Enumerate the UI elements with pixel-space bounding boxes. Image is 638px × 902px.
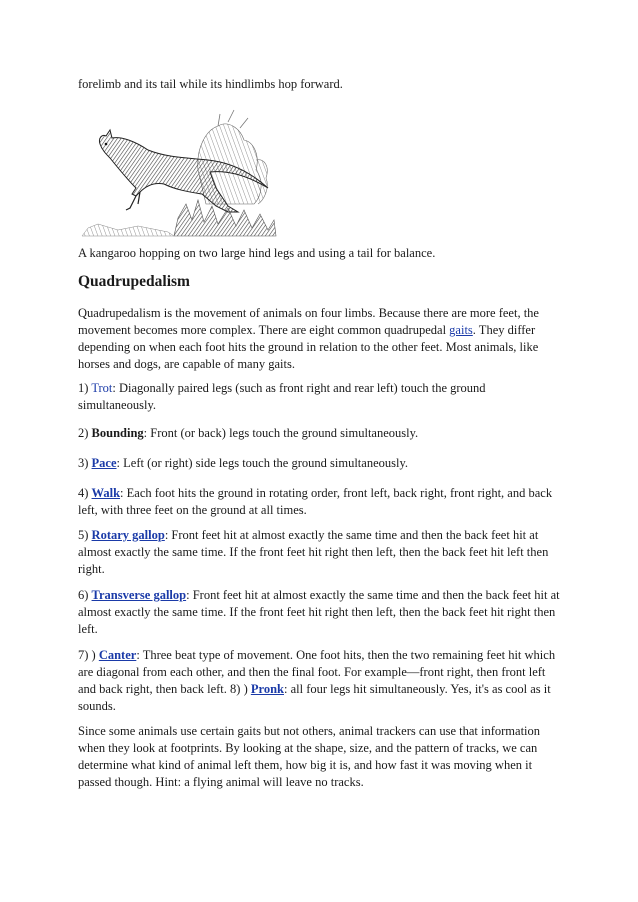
gait-pace: 3) Pace: Left (or right) side legs touch the ground simultaneously. xyxy=(78,456,409,470)
gait-walk: 4) Walk: Each foot hits the ground in rotating order, front left, back right, front right, and back left, with three feet on the ground at all times. xyxy=(78,486,553,517)
pace-link[interactable]: Pace xyxy=(91,456,117,470)
kangaroo-illustration xyxy=(78,100,278,240)
canter-link[interactable]: Canter xyxy=(98,648,137,662)
gaits-link[interactable]: gaits xyxy=(449,323,473,337)
gait-canter-pronk: 7) ) Canter: Three beat type of movement. One foot hits, then the two remaining feet hit which are diagonal from each other, and then the final foot. For example—front right, then front left and back right, then back left. 8) ) Pronk: all four legs hit simultaneously. Yes, it's as cool as it sounds. xyxy=(78,648,556,713)
transverse-gallop-link[interactable]: Transverse gallop xyxy=(91,588,187,602)
walk-link[interactable]: Walk xyxy=(91,486,121,500)
gait-transverse-gallop: 6) Transverse gallop: Front feet hit at almost exactly the same time and then the back feet hit at almost exactly the same time. If the front feet hit right then left, then the back feet hit right then left. xyxy=(78,588,560,636)
pronk-link[interactable]: Pronk xyxy=(250,682,284,696)
gait-trot: 1) Trot: Diagonally paired legs (such as front right and rear left) touch the ground simultaneously. xyxy=(78,381,486,412)
paragraph-continuation: forelimb and its tail while its hindlimbs hop forward. xyxy=(78,77,343,91)
gait-rotary-gallop: 5) Rotary gallop: Front feet hit at almost exactly the same time and then the back feet hit at almost exactly the same time. If the front feet hit right then left, then the back feet hit left then right. xyxy=(78,528,549,576)
intro-paragraph: Quadrupedalism is the movement of animals on four limbs. Because there are more feet, the movement becomes more complex. There are eight common quadrupedal gaits. They differ depending on when each foot hits the ground in relation to the other feet. Most animals, like horses and dogs, are capable of many gaits. xyxy=(78,306,539,371)
trot-link[interactable]: Trot xyxy=(91,381,113,395)
gait-bounding: 2) Bounding: Front (or back) legs touch the ground simultaneously. xyxy=(78,426,419,440)
section-heading: Quadrupedalism xyxy=(78,273,190,290)
closing-paragraph: Since some animals use certain gaits but not others, animal trackers can use that information when they look at footprints. By looking at the shape, size, and the pattern of tracks, we can determine what kind of animal left them, how big it is, and how fast it was moving when it passed though. Hint: a flying animal will leave no tracks. xyxy=(78,724,541,789)
figure-caption: A kangaroo hopping on two large hind legs and using a tail for balance. xyxy=(78,246,436,260)
rotary-gallop-link[interactable]: Rotary gallop xyxy=(91,528,165,542)
